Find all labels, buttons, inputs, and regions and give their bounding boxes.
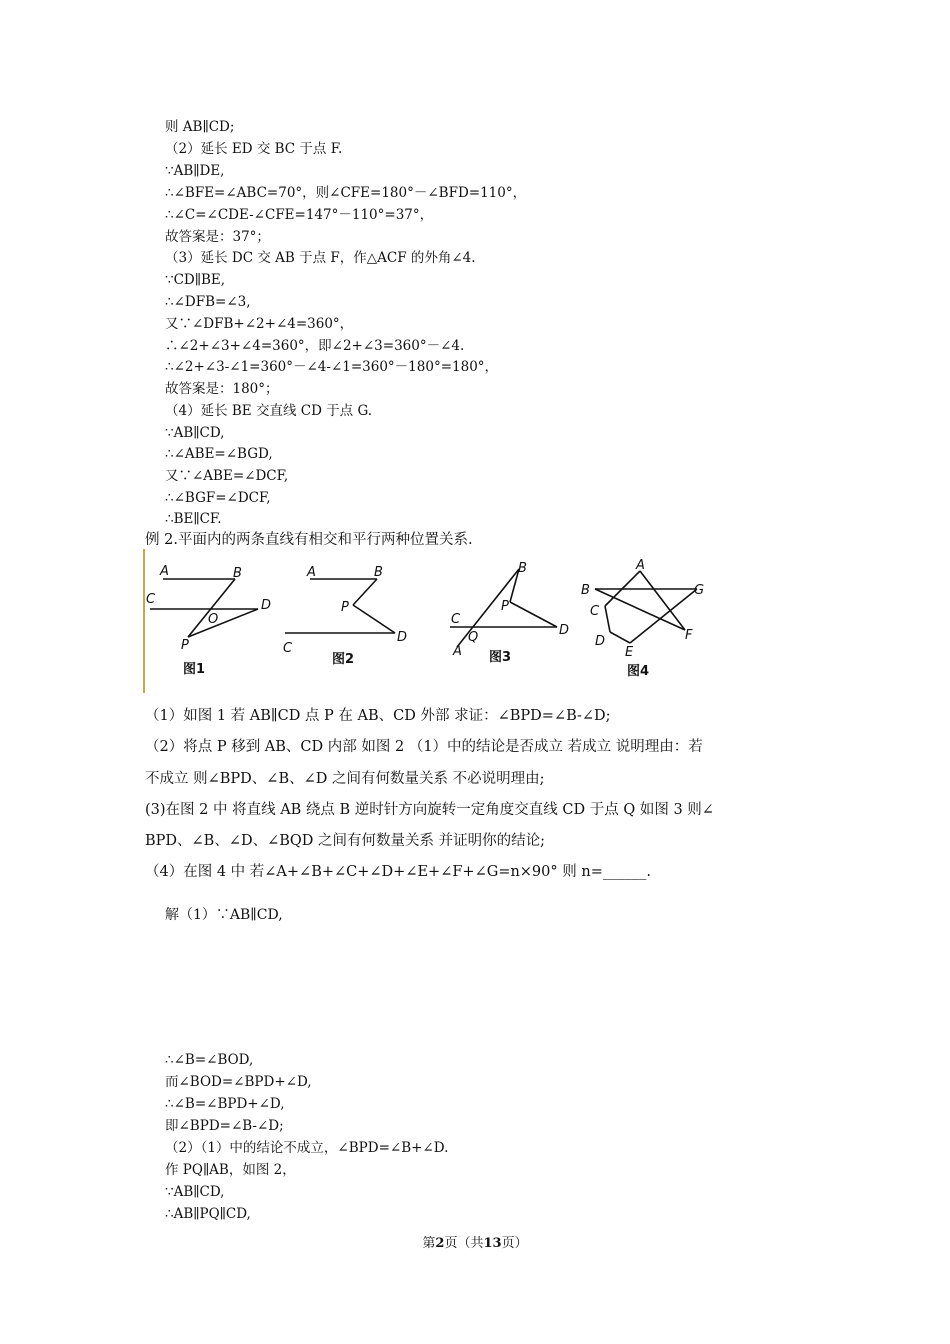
text-line: 即∠BPD=∠B-∠D; xyxy=(165,1118,284,1134)
text-line: ∴∠BGF=∠DCF, xyxy=(165,490,271,506)
label-b: B xyxy=(581,583,590,598)
label-f: F xyxy=(685,628,693,643)
page-number: 2 xyxy=(435,1236,445,1251)
text-line: （2）（1）中的结论不成立，∠BPD=∠B+∠D. xyxy=(165,1140,449,1156)
question-line: （4）在图 4 中 若∠A+∠B+∠C+∠D+∠E+∠F+∠G=n×90° 则 n=______. xyxy=(145,864,651,880)
text-line: 又∵∠ABE=∠DCF, xyxy=(165,468,289,484)
text-line: ∴BE∥CF. xyxy=(165,511,222,527)
text-line: ∴∠ABE=∠BGD, xyxy=(165,446,273,462)
text-line: （3）延长 DC 交 AB 于点 F，作△ACF 的外角∠4. xyxy=(165,250,476,266)
label-d: D xyxy=(397,630,408,645)
label-b: B xyxy=(233,566,242,581)
label-c: C xyxy=(283,641,293,656)
figures-svg xyxy=(145,549,705,693)
question-line: （1）如图 1 若 AB∥CD 点 P 在 AB、CD 外部 求证：∠BPD=∠B-∠D; xyxy=(145,708,611,724)
geometry-figures xyxy=(143,549,703,693)
text-line: ∵CD∥BE, xyxy=(165,272,226,288)
label-d: D xyxy=(595,634,606,649)
figure-caption: 图2 xyxy=(332,652,355,667)
footer-mid: 页（共 xyxy=(444,1236,484,1251)
label-c: C xyxy=(451,612,461,627)
label-c: C xyxy=(146,592,156,607)
text-line: ∴AB∥PQ∥CD, xyxy=(165,1206,251,1222)
label-b: B xyxy=(518,561,527,576)
text-line: 而∠BOD=∠BPD+∠D, xyxy=(165,1074,312,1090)
label-q: Q xyxy=(468,630,479,645)
label-p: P xyxy=(501,599,509,614)
fig2-line-pd xyxy=(353,605,395,633)
label-a: A xyxy=(160,564,169,579)
label-c: C xyxy=(590,604,600,619)
text-line: ∵AB∥CD, xyxy=(165,425,225,441)
label-e: E xyxy=(625,645,634,660)
text-line: ∵AB∥CD, xyxy=(165,1184,225,1200)
text-line: ∴∠DFB=∠3, xyxy=(165,294,251,310)
fig3-line-pd xyxy=(510,602,557,627)
label-b: B xyxy=(374,565,383,580)
text-line: ∴∠2+∠3-∠1=360°－∠4-∠1=360°－180°=180°， xyxy=(165,359,499,375)
text-line: （4）延长 BE 交直线 CD 于点 G. xyxy=(165,403,373,419)
text-line: 作 PQ∥AB，如图 2， xyxy=(165,1162,296,1178)
question-line: （2）将点 P 移到 AB、CD 内部 如图 2 （1）中的结论是否成立 若成立 说明理由：若 xyxy=(145,739,703,755)
fig4-line-af xyxy=(640,571,685,630)
label-a: A xyxy=(307,565,316,580)
label-d: D xyxy=(559,623,570,638)
label-o: O xyxy=(208,612,219,627)
fig3-line-ab xyxy=(457,569,519,647)
figure-caption: 图4 xyxy=(627,664,650,679)
text-line: 故答案是：180°； xyxy=(165,381,279,397)
label-p: P xyxy=(181,638,189,653)
example-title: 例 2.平面内的两条直线有相交和平行两种位置关系. xyxy=(145,532,473,548)
label-a: A xyxy=(453,644,462,659)
label-a: A xyxy=(636,558,645,573)
text-line: ∴∠BFE=∠ABC=70°，则∠CFE=180°－∠BFD=110°， xyxy=(165,185,527,201)
fig4-line-de xyxy=(610,632,630,643)
fig2-line-bp xyxy=(353,579,377,605)
text-line: （2）延长 ED 交 BC 于点 F. xyxy=(165,141,343,157)
text-line: ∴∠B=∠BPD+∠D, xyxy=(165,1096,285,1112)
footer-post: 页） xyxy=(501,1236,528,1251)
figure-caption: 图1 xyxy=(183,662,206,677)
label-g: G xyxy=(694,583,705,598)
solution-start: 解（1）∵AB∥CD, xyxy=(165,907,283,923)
page-footer xyxy=(0,1232,950,1251)
figure-caption: 图3 xyxy=(489,650,512,665)
text-line: ∴∠B=∠BOD, xyxy=(165,1052,254,1068)
question-line: 不成立 则∠BPD、∠B、∠D 之间有何数量关系 不必说明理由; xyxy=(145,771,545,787)
question-line: BPD、∠B、∠D、∠BQD 之间有何数量关系 并证明你的结论; xyxy=(145,833,546,849)
text-line: ∴∠C=∠CDE-∠CFE=147°－110°=37°， xyxy=(165,207,434,223)
label-p: P xyxy=(341,600,349,615)
fig4-line-cd xyxy=(605,606,610,632)
text-line: ∵AB∥DE, xyxy=(165,163,225,179)
text-line: ∴∠2+∠3+∠4=360°，即∠2+∠3=360°－∠4. xyxy=(165,338,465,354)
text-line: 又∵∠DFB+∠2+∠4=360°， xyxy=(165,316,354,332)
text-line: 故答案是：37°； xyxy=(165,229,270,245)
text-line: 则 AB∥CD; xyxy=(165,119,235,135)
question-line: (3)在图 2 中 将直线 AB 绕点 B 逆时针方向旋转一定角度交直线 CD 于点 Q 如图 3 则∠ xyxy=(145,802,714,818)
label-d: D xyxy=(261,598,272,613)
footer-pre: 第 xyxy=(422,1236,436,1251)
total-pages: 13 xyxy=(483,1236,502,1251)
